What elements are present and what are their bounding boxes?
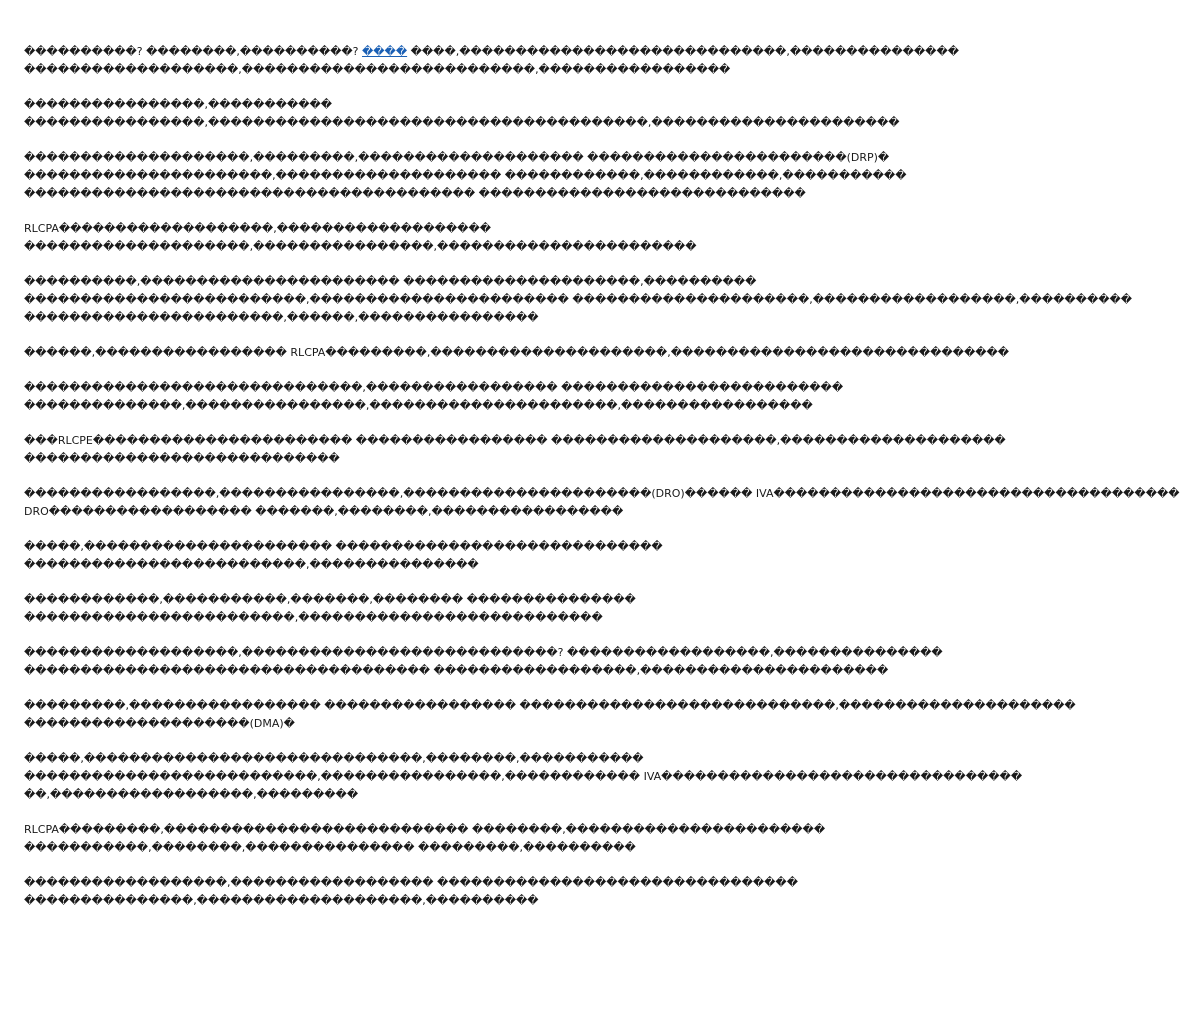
paragraph [24, 220, 696, 256]
paragraph [24, 538, 696, 574]
text-line [24, 662, 889, 680]
line-text: ����������������,����������� [24, 98, 333, 111]
text-line [24, 61, 731, 79]
line-text: ���������������������������������������� ����������������������������� [24, 187, 806, 200]
paragraph [24, 697, 1076, 733]
line-text-after-link: ����,�����������������������������,��������������� [407, 45, 960, 58]
text-line [24, 185, 806, 203]
line-text: DRO������������������ �������,��������,����������������� [24, 505, 624, 518]
paragraph [24, 874, 798, 910]
text-line [24, 43, 960, 61]
line-text: ��������������������,����������������,����������������������� [24, 240, 697, 253]
text-line [24, 750, 696, 768]
paragraph [24, 821, 826, 857]
paragraph [24, 432, 1006, 468]
paragraph [24, 344, 1010, 362]
line-text: ��������������,����������������,����������������������,����������������� [24, 399, 813, 412]
paragraph [24, 379, 844, 415]
text-line [24, 114, 900, 132]
line-text: �����,������������������������������,��������,����������� [24, 752, 644, 765]
line-text: ������������,�����������,�������,�������� ��������������� [24, 593, 636, 606]
paragraph [24, 96, 900, 132]
text-line [24, 167, 907, 185]
text-line [24, 892, 696, 910]
line-text: RLCPA���������,��������������������������� ��������,����������������������� [24, 823, 826, 836]
paragraph [24, 43, 960, 79]
line-text: �����,���������������������� ����������������������������� [24, 540, 663, 553]
line-text: ���������������,��������������������,���������� [24, 894, 539, 907]
line-text: ������,����������������� RLCPA���������,���������������������,������������������������������ [24, 346, 1010, 359]
text-line [24, 821, 826, 839]
text-line [24, 149, 890, 167]
text-line [24, 538, 696, 556]
text-line [24, 503, 696, 521]
text-line [24, 220, 696, 238]
line-text: ����������? ��������,����������? [24, 45, 362, 58]
text-line [24, 291, 1133, 309]
paragraph [24, 644, 943, 680]
paragraph [24, 485, 1180, 521]
text-line [24, 697, 1076, 715]
line-text: RLCPA�������������������,������������������� [24, 222, 492, 235]
text-line [24, 344, 1010, 362]
line-text: ���RLCPE����������������������� ����������������� ��������������������,�������������������� [24, 434, 1006, 447]
line-text: ��������������������,���������,�������������������� �����������������������(DRP)� [24, 151, 890, 164]
line-text: ����������,����������������������� ���������������������,���������� [24, 275, 757, 288]
text-line [24, 591, 696, 609]
paragraph [24, 149, 907, 203]
paragraph [24, 591, 696, 627]
text-line [24, 556, 696, 574]
line-text: �����������,��������,��������������� ���������,���������� [24, 841, 636, 854]
paragraph [24, 750, 1023, 804]
text-line [24, 309, 696, 327]
text-line [24, 768, 1023, 786]
line-text: ��,������������������,��������� [24, 788, 359, 801]
line-text: ���������,����������������� ����������������� ����������������������������,��������������������� [24, 699, 1076, 712]
document-body [24, 43, 1180, 927]
line-text: �����������������,����������������,����������������������(DRO)������ IVA������������������������������������ [24, 487, 1180, 500]
line-text: ��������������������������,����������������,������������ IVA�������������������������������� [24, 770, 1023, 783]
text-line [24, 485, 1180, 503]
text-line [24, 397, 813, 415]
line-text: ������������������,������������������ �������������������������������� [24, 876, 798, 889]
paragraph [24, 273, 1133, 327]
text-line [24, 609, 696, 627]
line-text: �����������������������,������,���������������� [24, 311, 539, 324]
text-line [24, 450, 696, 468]
text-line [24, 96, 696, 114]
line-text: ��������������������(DMA)� [24, 717, 295, 730]
text-line [24, 379, 844, 397]
line-text: �������������������,����������������������������? ������������������,��������������� [24, 646, 943, 659]
line-text: �������������������������,����������������������� ���������������������,������������������,���������� [24, 293, 1133, 306]
line-text: �������������������,��������������������������,����������������� [24, 63, 731, 76]
inline-link[interactable]: ���� [362, 45, 408, 58]
text-line [24, 839, 696, 857]
text-line [24, 644, 943, 662]
line-text: ������������������������������������ ������������������,���������������������� [24, 664, 889, 677]
text-line [24, 238, 696, 256]
text-line [24, 874, 798, 892]
text-line [24, 273, 757, 291]
text-line [24, 786, 696, 804]
line-text: ������������������������,��������������������������� [24, 611, 603, 624]
line-text: ����������������,���������������������������������������,���������������������� [24, 116, 900, 129]
line-text: �������������������������,��������������� [24, 558, 479, 571]
text-line [24, 715, 696, 733]
line-text: ����������������������,�������������������� ������������,������������,����������� [24, 169, 907, 182]
line-text: ���������������������������� [24, 452, 340, 465]
line-text: ������������������������������,����������������� ������������������������� [24, 381, 844, 394]
text-line [24, 432, 1006, 450]
